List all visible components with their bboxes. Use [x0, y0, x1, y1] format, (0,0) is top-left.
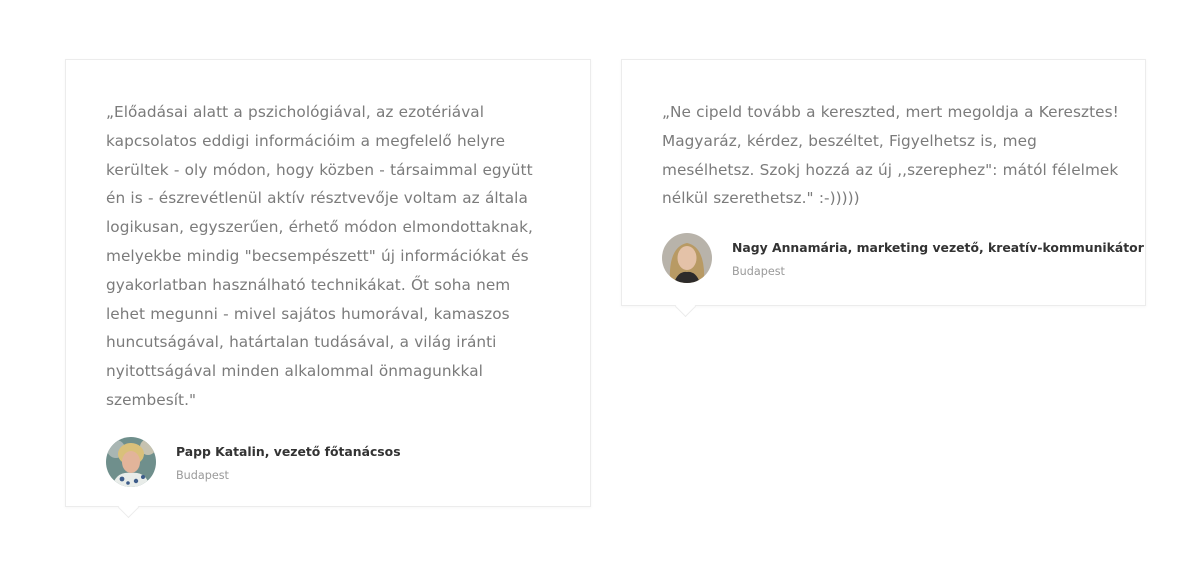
speech-pointer: [118, 497, 139, 518]
testimonial-card: [621, 59, 1146, 306]
avatar-image: [106, 437, 156, 487]
avatar: [662, 233, 712, 283]
testimonial-author: [106, 437, 550, 489]
avatar: [106, 437, 156, 487]
author-name: Nagy Annamária, marketing vezető, kreatív-kommunikátor: [732, 240, 1144, 256]
author-name: Papp Katalin, vezető főtanácsos: [176, 443, 401, 459]
author-location: Budapest: [176, 468, 229, 482]
testimonial-card: [65, 59, 591, 507]
speech-pointer: [675, 296, 696, 317]
testimonial-quote: „Ne cipeld tovább a kereszted, mert megoldja a Keresztes! Magyaráz, kérdez, beszéltet, Figyelhetsz is, meg mesélhetsz. Szokj hozzá az új ,,szerephez": mától félelmek nélkül szerethetsz." :-))))): [662, 103, 1119, 208]
author-location: Budapest: [732, 265, 785, 279]
testimonial-quote: „Előadásai alatt a pszichológiával, az ezotériával kapcsolatos eddigi információim a megfelelő helyre kerültek - oly módon, hogy közben - társaimmal együtt én is - észrevétlenül aktív résztvevője voltam az általa logikusan, egyszerűen, érhető módon elmondottaknak, melyekbe mindig "becsempészett" új információkat és gyakorlatban használható technikákat. Őt soha nem lehet megunni - mivel sajátos humorával, kamaszos huncutságával, határtalan tudásával, a világ iránti nyitottságával minden alkalommal önmagunkkal szembesít.": [106, 103, 533, 409]
avatar-image: [662, 233, 712, 283]
testimonial-author: [662, 233, 1144, 285]
